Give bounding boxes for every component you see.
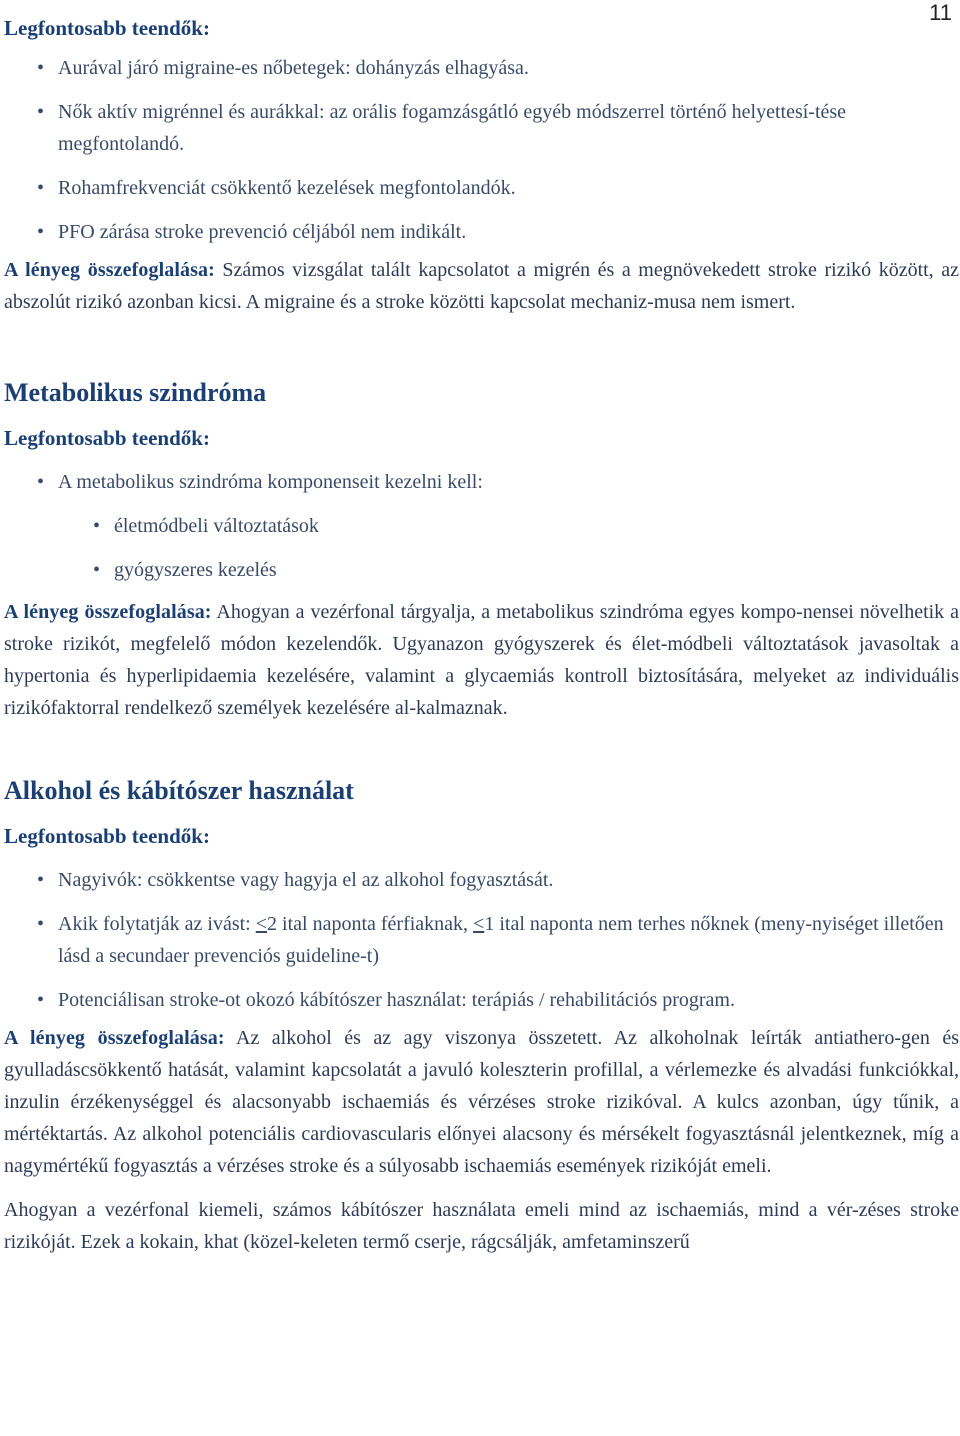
list-item: • PFO zárása stroke prevenció céljából nem indikált.: [4, 216, 959, 248]
list-item: • Nagyivók: csökkentse vagy hagyja el az alkohol fogyasztását.: [4, 864, 959, 896]
section-title-metabolic: Metabolikus szindróma: [4, 378, 267, 407]
migraine-summary: [4, 254, 959, 318]
bullet-text: Akik folytatják az ivást:: [58, 913, 256, 935]
alcohol-summary: [4, 1022, 959, 1182]
summary-text: Ahogyan a vezérfonal tárgyalja, a metabolikus szindróma egyes kompo-nensei növelhetik a stroke rizikót, megfelelő módon kezelendők. Ugyanazon gyógyszerek és élet-módbeli változtatások javasoltak a hypertonia és hyperlipidaemia kezelésére, valamint a glycaemiás kontroll biztosítására, melyeket az individuális rizikófaktorral rendelkező személyek kezelésére al-kalmaznak.: [4, 601, 959, 719]
migraine-bullet-list: [4, 52, 959, 248]
alcohol-subheading: Legfontosabb teendők:: [4, 824, 210, 848]
list-item: [4, 908, 959, 972]
bullet-text: 1 ital naponta nem terhes nőknek (meny-nyiséget illetően lásd a secundaer prevenciós guideline-t): [58, 913, 944, 967]
list-item: • gyógyszeres kezelés: [4, 554, 959, 586]
metabolic-sub-list: [4, 510, 959, 586]
document-body: [4, 12, 959, 1258]
summary-text: Számos vizsgálat talált kapcsolatot a migrén és a megnövekedett stroke rizikó között, az abszolút rizikó azonban kicsi. A migraine és a stroke közötti kapcsolat mechaniz-musa nem ismert.: [4, 259, 959, 313]
list-item: • Nők aktív migrénnel és aurákkal: az orális fogamzásgátló egyéb módszerrel történő helyettesí-tése megfontolandó.: [4, 96, 959, 160]
list-item: • Potenciálisan stroke-ot okozó kábítószer használat: terápiás / rehabilitációs program.: [4, 984, 959, 1016]
metabolic-bullet-list: [4, 466, 959, 498]
metabolic-subheading: Legfontosabb teendők:: [4, 426, 210, 450]
alcohol-paragraph: Ahogyan a vezérfonal kiemeli, számos kábítószer használata emeli mind az ischaemiás, mind a vér-zéses stroke rizikóját. Ezek a kokain, khat (közel-keleten termő cserje, rágcsálják, amfetaminszerű: [4, 1199, 959, 1253]
list-item: • életmódbeli változtatások: [4, 510, 959, 542]
page-number: 11: [929, 0, 952, 25]
list-item: • A metabolikus szindróma komponenseit kezelni kell:: [4, 466, 959, 498]
list-item: • Aurával járó migraine-es nőbetegek: dohányzás elhagyása.: [4, 52, 959, 84]
section-title-alcohol: Alkohol és kábítószer használat: [4, 776, 354, 805]
less-equal-sign: <: [473, 913, 485, 935]
list-item: • Rohamfrekvenciát csökkentő kezelések megfontolandók.: [4, 172, 959, 204]
summary-label: A lényeg összefoglalása:: [4, 601, 212, 623]
metabolic-summary: [4, 596, 959, 724]
summary-label: A lényeg összefoglalása:: [4, 1027, 225, 1049]
summary-text: Az alkohol és az agy viszonya összetett. Az alkoholnak leírták antiathero-gen és gyulladáscsökkentő hatását, valamint kapcsolatát a javuló koleszterin profillal, a vérlemezke és alvadási funkciókkal, inzulin érzékenységgel és alacsonyabb ischaemiás és vérzéses stroke rizikóval. A kulcs azonban, úgy tűnik, a mértéktartás. Az alkohol potenciális cardiovascularis előnyei alacsony és mérsékelt fogyasztásnál jelentkeznek, míg a nagymértékű fogyasztás a vérzéses stroke és a súlyosabb ischaemiás események rizikóját emeli.: [4, 1027, 959, 1177]
bullet-text: 2 ital naponta férfiaknak,: [267, 913, 474, 935]
migraine-subheading: Legfontosabb teendők:: [4, 16, 210, 40]
summary-label: A lényeg összefoglalása:: [4, 259, 215, 281]
alcohol-bullet-list: [4, 864, 959, 1016]
less-equal-sign: <: [255, 913, 268, 935]
